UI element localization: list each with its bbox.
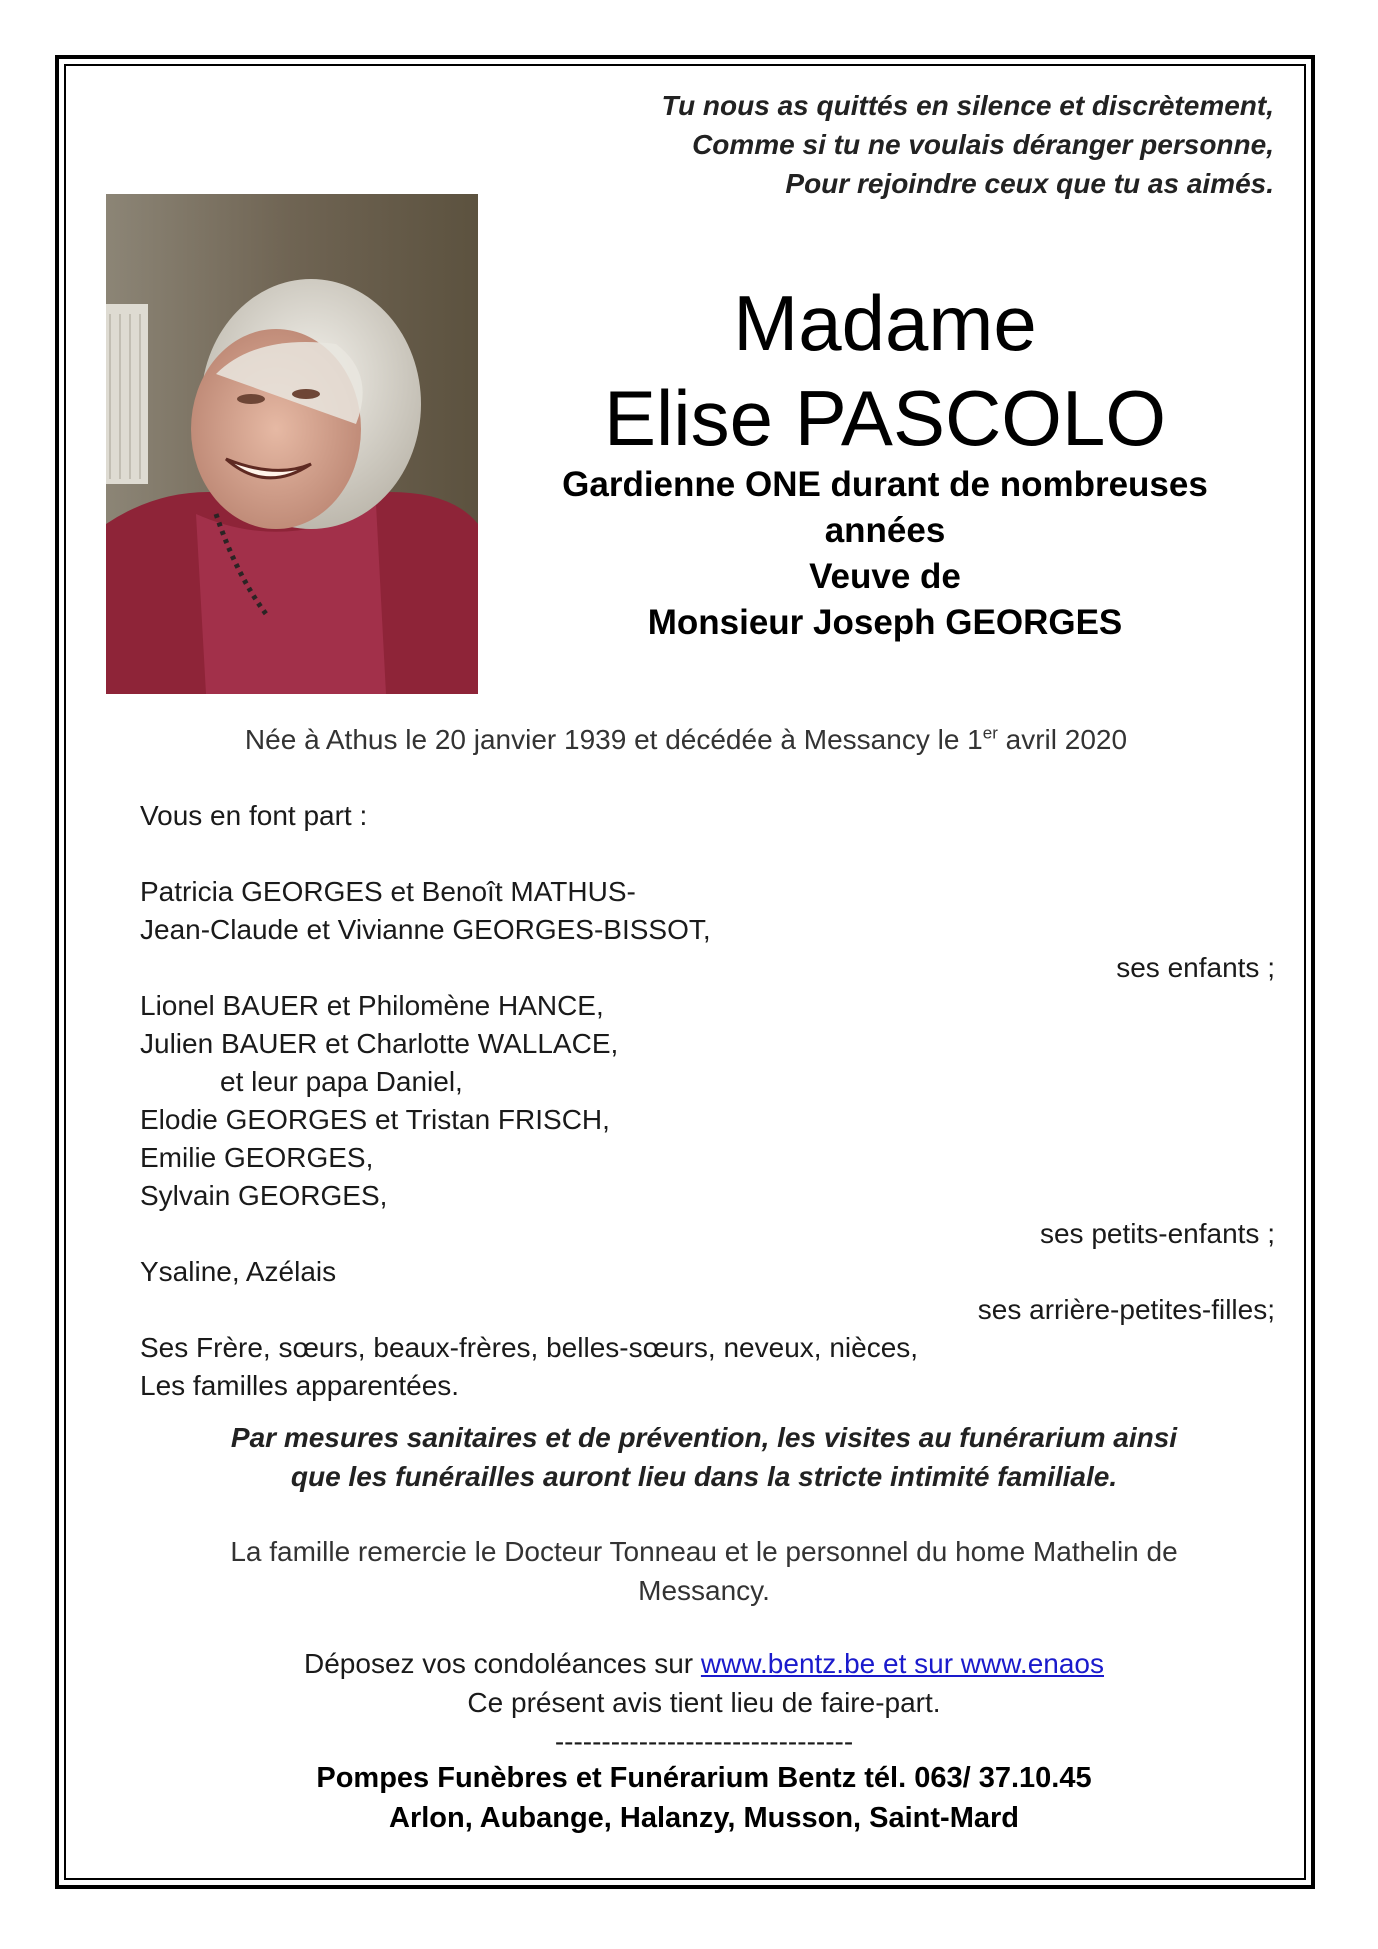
notice-line-1: Par mesures sanitaires et de prévention, les visites au funérarium ainsi bbox=[230, 1422, 1178, 1453]
family-line-1: Ses Frère, sœurs, beaux-frères, belles-sœurs, neveux, nièces, bbox=[140, 1332, 919, 1363]
separator-line: -------------------------------- bbox=[554, 1726, 854, 1757]
spouse-name: Monsieur Joseph GEORGES bbox=[647, 603, 1123, 642]
grandchild-line-5: Emilie GEORGES, bbox=[140, 1142, 374, 1173]
poem-line-3: Pour rejoindre ceux que tu as aimés. bbox=[785, 168, 1274, 199]
thanks-line-1: La famille remercie le Docteur Tonneau et le personnel du home Mathelin de bbox=[230, 1536, 1178, 1567]
announcement-body bbox=[140, 797, 1275, 1405]
child-line-2: Jean-Claude et Vivianne GEORGES-BISSOT, bbox=[140, 914, 711, 945]
birth-text: Née à Athus le 20 janvier 1939 et décédée à Messancy le 1 bbox=[244, 724, 983, 755]
footer-line-2: Arlon, Aubange, Halanzy, Musson, Saint-Mard bbox=[389, 1802, 1019, 1834]
faire-part-line: Ce présent avis tient lieu de faire-part. bbox=[467, 1687, 941, 1718]
great-grandchildren-label: ses arrière-petites-filles; bbox=[977, 1294, 1275, 1325]
grandchild-line-1: Lionel BAUER et Philomène HANCE, bbox=[140, 990, 604, 1021]
condolences-line bbox=[106, 1644, 1302, 1683]
poem-line-1: Tu nous as quittés en silence et discrètement, bbox=[661, 90, 1274, 121]
subtitle-block bbox=[490, 462, 1280, 646]
announcement-intro: Vous en font part : bbox=[140, 800, 368, 831]
grandchild-line-6: Sylvain GEORGES, bbox=[140, 1180, 388, 1211]
portrait-photo bbox=[106, 194, 478, 694]
great-grandchildren: Ysaline, Azélais bbox=[140, 1256, 337, 1287]
footer-line-1: Pompes Funèbres et Funérarium Bentz tél. 063/ 37.10.45 bbox=[316, 1762, 1092, 1794]
grandchild-line-3: et leur papa Daniel, bbox=[220, 1066, 463, 1097]
grandchildren-label: ses petits-enfants ; bbox=[1039, 1218, 1275, 1249]
birth-death-line bbox=[106, 720, 1266, 760]
grandchild-line-2: Julien BAUER et Charlotte WALLACE, bbox=[140, 1028, 619, 1059]
poem bbox=[374, 86, 1274, 203]
deceased-name: Elise PASCOLO bbox=[603, 374, 1167, 462]
title-madame: Madame bbox=[733, 279, 1037, 367]
poem-line-2: Comme si tu ne voulais déranger personne, bbox=[692, 129, 1274, 160]
condolences-link[interactable]: www.bentz.be et sur www.enaos bbox=[700, 1648, 1104, 1679]
condolences-block bbox=[106, 1644, 1302, 1761]
child-line-1: Patricia GEORGES et Benoît MATHUS- bbox=[140, 876, 636, 907]
grandchild-line-4: Elodie GEORGES et Tristan FRISCH, bbox=[140, 1104, 610, 1135]
sanitary-notice bbox=[106, 1418, 1302, 1496]
condolences-prefix: Déposez vos condoléances sur bbox=[304, 1648, 701, 1679]
role-line-2: années bbox=[824, 511, 946, 550]
widow-label: Veuve de bbox=[809, 557, 961, 596]
birth-end: avril 2020 bbox=[997, 724, 1128, 755]
birth-superscript: er bbox=[982, 723, 998, 743]
thanks-message bbox=[106, 1532, 1302, 1610]
children-label: ses enfants ; bbox=[1116, 952, 1275, 983]
family-line-2: Les familles apparentées. bbox=[140, 1370, 460, 1401]
thanks-line-2: Messancy. bbox=[638, 1575, 770, 1606]
portrait-illustration bbox=[106, 194, 478, 694]
role-line-1: Gardienne ONE durant de nombreuses bbox=[562, 465, 1208, 504]
notice-line-2: que les funérailles auront lieu dans la stricte intimité familiale. bbox=[290, 1461, 1118, 1492]
funeral-home-footer bbox=[106, 1758, 1302, 1838]
